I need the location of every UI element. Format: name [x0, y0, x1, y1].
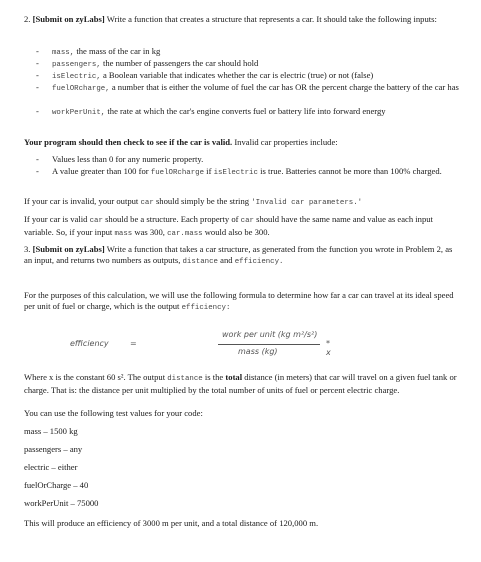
fraction-bar — [218, 344, 320, 345]
validity-check-bold: Your program should then check to see if the car is valid. — [24, 137, 233, 147]
list-item: - Values less than 0 for any numeric property. — [0, 154, 481, 165]
problem3-tag: [Submit on zyLabs] — [32, 244, 105, 254]
list-item: - passengers, the number of passengers the car should hold — [36, 58, 259, 69]
problem2-intro-text: Write a function that creates a structure that represents a car. It should take the following inputs: — [106, 14, 437, 24]
input-desc: a Boolean variable that indicates whether the car is electric (true) or not (false) — [102, 70, 374, 80]
list-item: - isElectric, a Boolean variable that indicates whether the car is electric (true) or not (false) — [36, 70, 374, 81]
problem2-number: 2. — [24, 14, 31, 24]
problem2-tag: [Submit on zyLabs] — [32, 14, 105, 24]
formula-lhs: efficiency — [70, 339, 109, 348]
formula-numerator: work per unit (kg m²/s²) — [222, 330, 318, 339]
input-desc: the rate at which the car's engine converts fuel or battery life into forward energy — [107, 106, 386, 116]
problem3-purpose: For the purposes of this calculation, we will use the following formula to determine how far a car can travel at its ideal speed per unit of fuel or charge, which is the output efficiency: — [24, 290, 454, 312]
valid-output-text: If your car is valid car should be a structure. Each property of car should have the same name and value as each input variable. So, if your input mass was 300, car.mass would also be 300. — [24, 214, 433, 238]
list-item: - mass, the mass of the car in kg — [36, 46, 161, 57]
validity-check-rest: Invalid car properties include: — [232, 137, 338, 147]
test-value: workPerUnit – 75000 — [24, 498, 99, 508]
invalid-rule: A value greater than 100 for fuelORcharge if isElectric is true. Batteries cannot be more than 100% charged. — [52, 166, 442, 177]
problem3-number: 3. — [24, 244, 31, 254]
input-desc: the number of passengers the car should hold — [102, 58, 259, 68]
formula-times-x: * x — [326, 339, 331, 357]
formula-equals: = — [130, 339, 137, 348]
input-desc: a number that is either the volume of fuel the car has OR the percent charge the battery of the car has — [111, 82, 459, 92]
validity-check — [24, 137, 462, 148]
input-name: fuelORcharge, — [52, 85, 110, 93]
test-value: mass – 1500 kg — [24, 426, 78, 436]
input-name: passengers, — [52, 61, 101, 69]
input-name: isElectric, — [52, 73, 101, 81]
list-item: - fuelORcharge, a number that is either the volume of fuel the car has OR the percent charge the battery of the car has — [36, 82, 459, 93]
test-value: electric – either — [24, 462, 78, 472]
efficiency-formula — [70, 330, 330, 364]
list-item: - workPerUnit, the rate at which the car's engine converts fuel or battery life into forward energy — [36, 106, 386, 117]
input-desc: the mass of the car in kg — [76, 46, 161, 56]
problem3-intro: 3. [Submit on zyLabs] Write a function that takes a car structure, as generated from the function you wrote in Problem 2, as an input, and returns two numbers as outputs, distance and efficiency. — [24, 244, 453, 266]
result-text: This will produce an efficiency of 3000 m per unit, and a total distance of 120,000 m. — [24, 518, 319, 528]
test-value: passengers – any — [24, 444, 83, 454]
problem2-intro — [24, 14, 462, 25]
list-item: - A value greater than 100 for fuelORcharge if isElectric is true. Batteries cannot be more than 100% charged. — [0, 166, 481, 188]
input-name: workPerUnit, — [52, 109, 106, 117]
invalid-output-text: If your car is invalid, your output car should simply be the string 'Invalid car parameters.' — [24, 196, 363, 207]
invalid-rule: Values less than 0 for any numeric property. — [52, 154, 204, 164]
input-name: mass, — [52, 49, 75, 57]
formula-denominator: mass (kg) — [238, 347, 278, 356]
test-value: fuelOrCharge – 40 — [24, 480, 89, 490]
distance-explanation: Where x is the constant 60 s². The output distance is the total distance (in meters) that car will travel on a given fuel tank or charge. That is: the distance per unit multiplied by the total number of units of fuel or percent electric charge. — [24, 372, 457, 395]
test-intro: You can use the following test values for your code: — [24, 408, 203, 418]
